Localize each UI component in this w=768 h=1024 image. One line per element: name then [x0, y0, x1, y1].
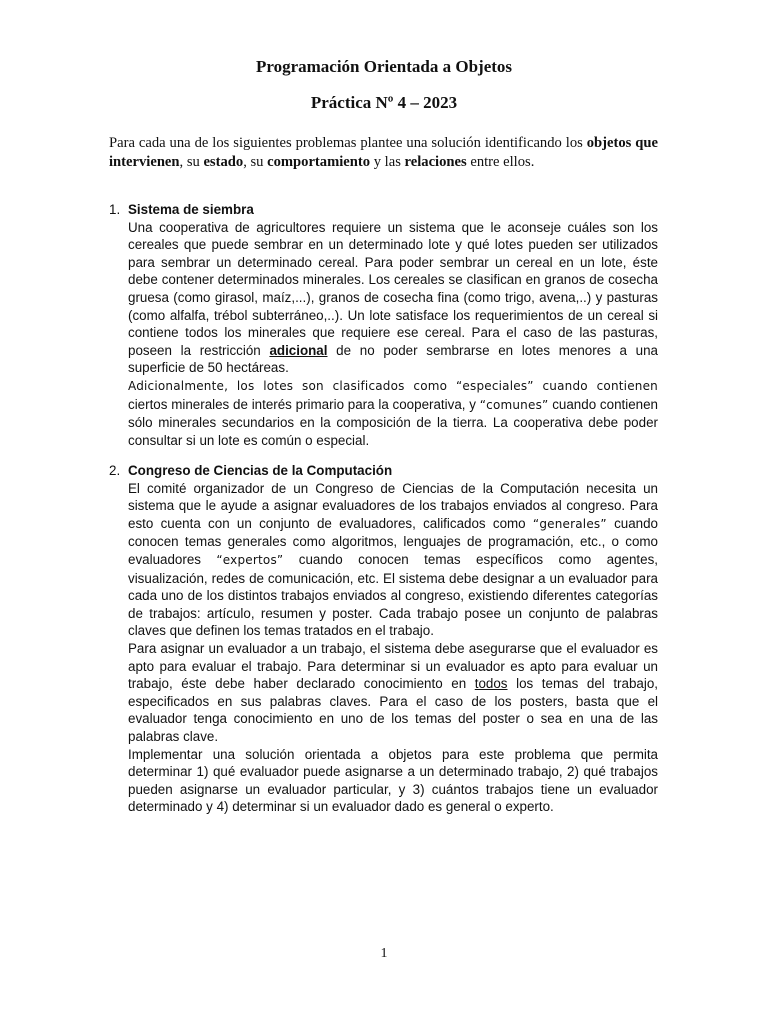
problem-number: 1. — [109, 202, 121, 217]
paragraph-text: cuando conocen temas específicos como agentes, visualización, redes de comunicación, etc. El sistema debe designar a un evaluador para cada uno de los distintos trabajos enviados al congreso, existiendo diferentes categorías de trabajos: artículo, resumen y poster. Cada trabajo posee un conjunto de palabras claves que definen los temas tratados en el trabajo. — [128, 551, 658, 639]
problem-body — [128, 201, 658, 449]
problem-body — [128, 462, 658, 816]
intro-text: y las — [370, 154, 405, 170]
page-number: 1 — [380, 946, 388, 961]
emphasis-additional: adicional — [269, 342, 328, 358]
paragraph-text: Para asignar un evaluador a un trabajo, el sistema debe asegurarse que el evaluador es apto para evaluar el trabajo. Para determinar si un evaluador es apto para evaluar un trabajo, éste debe haber declarado conocimiento en — [128, 640, 658, 692]
problem-paragraph — [128, 640, 658, 746]
problem-title: Congreso de Ciencias de la Computación — [128, 463, 393, 478]
problem-2 — [109, 462, 658, 816]
problem-paragraph — [128, 219, 658, 377]
intro-text: entre ellos. — [466, 154, 535, 170]
paragraph-mono-text: “comunes” — [479, 397, 549, 412]
emphasis-todos: todos — [474, 676, 508, 692]
intro-bold-state: estado — [203, 154, 244, 170]
intro-paragraph — [109, 134, 658, 172]
paragraph-mono-text: “generales” — [532, 516, 607, 531]
paragraph-text: ciertos minerales de interés primario para la cooperativa, y — [128, 396, 480, 412]
paragraph-text: El comité organizador de un Congreso de Ciencias de la Computación necesita un sistema que le ayude a asignar evaluadores de los trabajos enviados al congreso. Para esto cuenta con un conjunto de evaluadores, calificados como — [128, 480, 658, 531]
problem-1 — [109, 201, 658, 449]
intro-bold-behavior: comportamiento — [267, 154, 371, 170]
paragraph-mono-text: “expertos” — [216, 552, 284, 567]
intro-bold-objects: objetos que intervienen — [109, 135, 658, 170]
document-title: Programación Orientada a Objetos — [255, 57, 513, 76]
intro-text: , su — [179, 154, 204, 170]
paragraph-text: Una cooperativa de agricultores requiere un sistema que le aconseje cuáles son los cereales que puede sembrar en un determinado lote y qué lotes pueden ser utilizados para sembrar un determinado cereal. Para poder sembrar un cereal en un lote, éste debe contener determinados minerales. Los cereales se clasifican en granos de cosecha gruesa (como girasol, maíz,...), granos de cosecha fina (como trigo, avena,..) y pasturas (como alfalfa, trébol subterráneo,..). Un lote satisface los requerimientos de un cereal si contiene todos los minerales que requiere ese cereal. Para el caso de las pasturas, poseen la restricción — [128, 219, 658, 358]
intro-bold-relations: relaciones — [404, 154, 467, 170]
problem-paragraph: Implementar una solución orientada a objetos para este problema que permita determinar 1) qué evaluador puede asignarse a un determinado trabajo, 2) qué trabajos pueden asignarse un evaluador particular, y 3) cuántos trabajos tiene un evaluador determinado y 4) determinar si un evaluador dado es general o experto. — [128, 746, 658, 815]
problem-paragraph — [128, 377, 658, 449]
paragraph-text: cuando contienen sólo minerales secundarios en la composición de la tierra. La cooperativa debe poder consultar si un lote es común o especial. — [128, 396, 658, 448]
problem-paragraph — [128, 480, 658, 640]
document-subtitle: Práctica Nº 4 – 2023 — [310, 93, 458, 112]
paragraph-mono-text: Adicionalmente, los lotes son clasificados como “especiales” cuando contienen — [128, 378, 658, 393]
paragraph-text: cuando conocen temas generales como algoritmos, lenguajes de programación, etc., o como evaluadores — [128, 515, 658, 567]
paragraph-text: de no poder sembrarse en lotes menores a una superficie de 50 hectáreas. — [128, 342, 659, 376]
problem-title: Sistema de siembra — [128, 202, 254, 217]
intro-text: , su — [243, 154, 268, 170]
intro-text: Para cada una de los siguientes problemas plantee una solución identificando los — [109, 135, 587, 151]
paragraph-text: los temas del trabajo, especificados en sus palabras claves. Para el caso de los posters, basta que el evaluador tenga conocimiento en uno de los temas del poster o sea en una de las palabras clave. — [128, 676, 658, 744]
problem-number: 2. — [109, 463, 121, 478]
